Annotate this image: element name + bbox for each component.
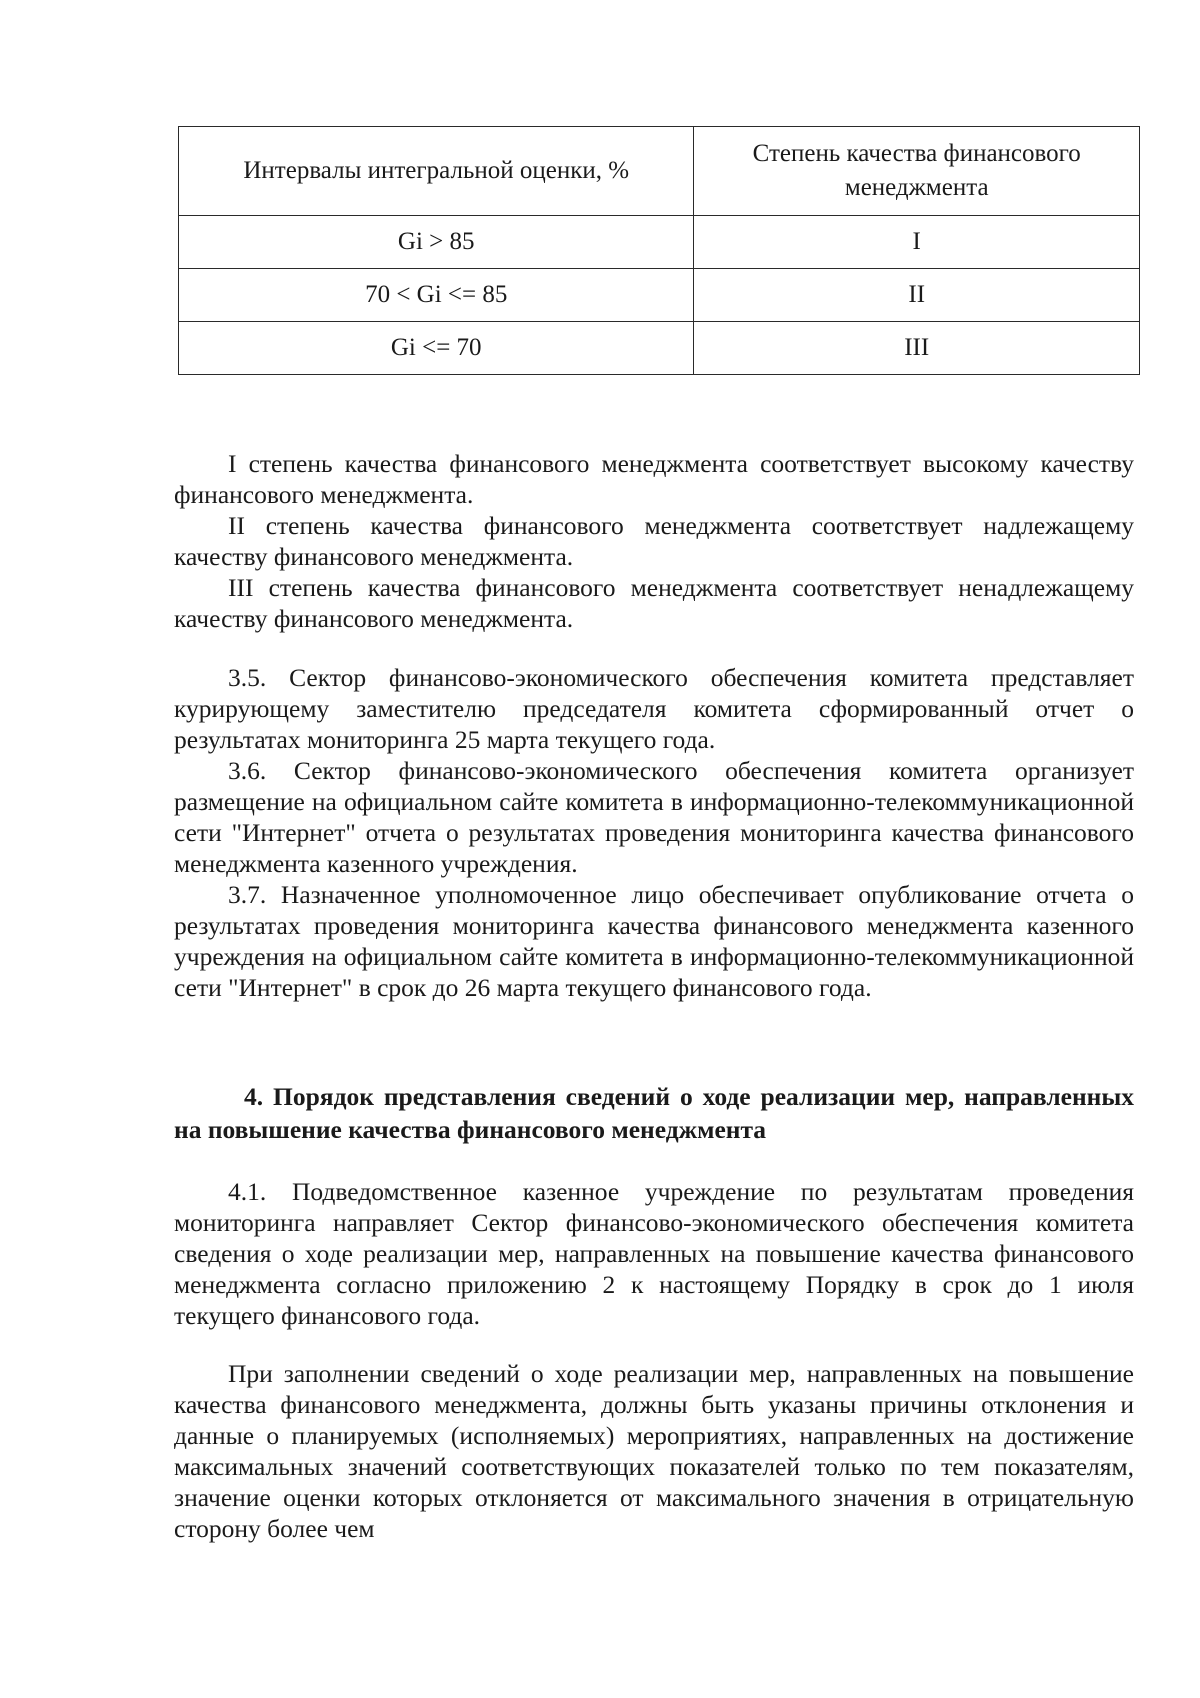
clause-3-5: 3.5. Сектор финансово-экономического обеспечения комитета представляет курирующему заместителю председателя комитета сформированный отчет о результатах мониторинга 25 марта текущего года.: [174, 663, 1134, 754]
grade-descriptions: [174, 448, 1134, 634]
grade-2-description: II степень качества финансового менеджмента соответствует надлежащему качеству финансового менеджмента.: [174, 511, 1134, 571]
grade-cell: III: [694, 322, 1140, 375]
table-row: [179, 322, 1140, 375]
grade-3-description: III степень качества финансового менеджмента соответствует ненадлежащему качеству финансового менеджмента.: [174, 573, 1134, 633]
filling-instructions-block: [174, 1358, 1134, 1544]
interval-cell: Gi > 85: [179, 216, 694, 269]
table-header-row: [179, 127, 1140, 216]
table-row: [179, 216, 1140, 269]
clause-3-6: 3.6. Сектор финансово-экономического обеспечения комитета организует размещение на официальном сайте комитета в информационно-телекоммуникационной сети "Интернет" отчета о результатах проведения мониторинга качества финансового менеджмента казенного учреждения.: [174, 756, 1134, 878]
interval-cell: Gi <= 70: [179, 322, 694, 375]
header-intervals: Интервалы интегральной оценки, %: [179, 127, 694, 216]
clauses-3: [174, 662, 1134, 1003]
grade-cell: I: [694, 216, 1140, 269]
clause-3-7: 3.7. Назначенное уполномоченное лицо обеспечивает опубликование отчета о результатах проведения мониторинга качества финансового менеджмента казенного учреждения на официальном сайте комитета в информационно-телекоммуникационной сети "Интернет" в срок до 26 марта текущего финансового года.: [174, 880, 1134, 1002]
grade-cell: II: [694, 269, 1140, 322]
interval-cell: 70 < Gi <= 85: [179, 269, 694, 322]
grade-1-description: I степень качества финансового менеджмента соответствует высокому качеству финансового менеджмента.: [174, 449, 1134, 509]
table-row: [179, 269, 1140, 322]
section-4-heading: 4. Порядок представления сведений о ходе реализации мер, направленных на повышение качества финансового менеджмента: [174, 1082, 1134, 1144]
header-grade: Степень качества финансового менеджмента: [694, 127, 1140, 216]
clause-4-1: 4.1. Подведомственное казенное учреждение по результатам проведения мониторинга направляет Сектор финансово-экономического обеспечения комитета сведения о ходе реализации мер, направленных на повышение качества финансового менеджмента согласно приложению 2 к настоящему Порядку в срок до 1 июля текущего финансового года.: [174, 1177, 1134, 1330]
filling-instructions: При заполнении сведений о ходе реализации мер, направленных на повышение качества финансового менеджмента, должны быть указаны причины отклонения и данные о планируемых (исполняемых) мероприятиях, направленных на достижение максимальных значений соответствующих показателей только по тем показателям, значение оценки которых отклоняется от максимального значения в отрицательную сторону более чем: [174, 1359, 1134, 1543]
quality-grade-table: [178, 126, 1140, 375]
clause-4-1-block: [174, 1176, 1134, 1331]
